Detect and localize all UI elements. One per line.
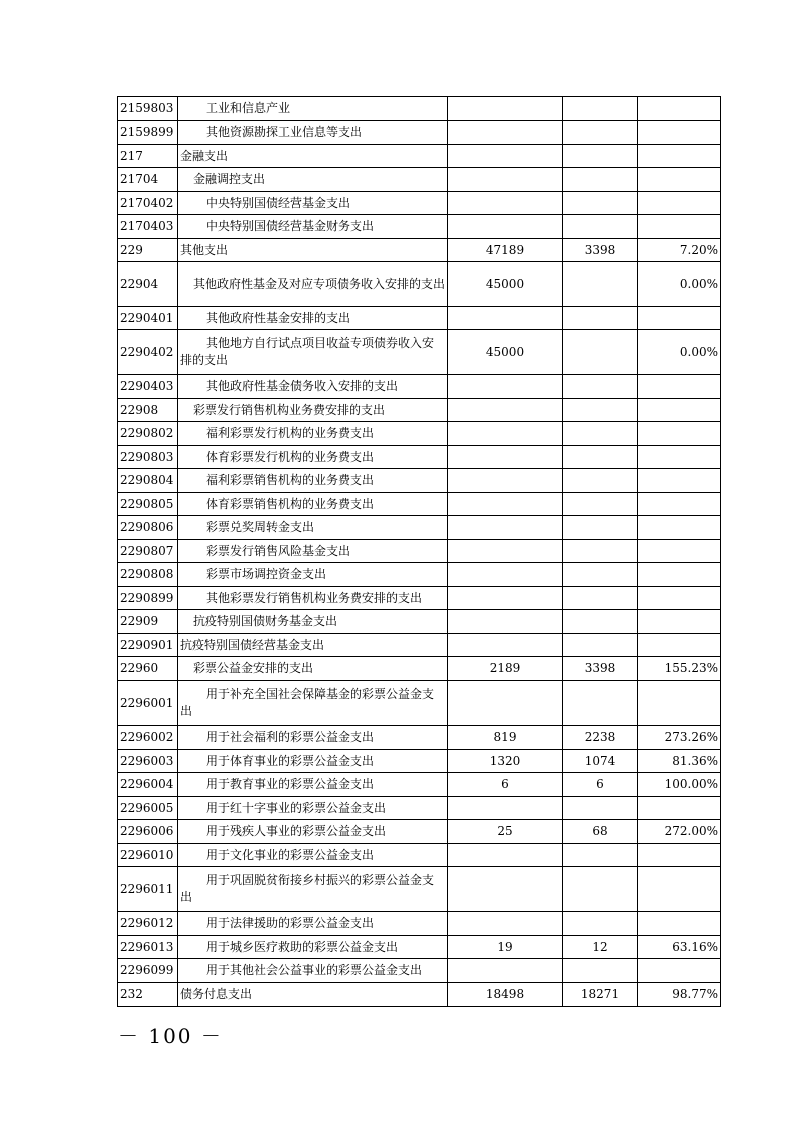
cell-code: 2159899 — [118, 121, 178, 145]
cell-name: 其他资源勘探工业信息等支出 — [178, 121, 448, 145]
cell-actual — [563, 446, 638, 469]
cell-percent: 63.16% — [638, 936, 721, 959]
cell-budget: 47189 — [448, 239, 563, 262]
cell-percent — [638, 587, 721, 610]
cell-code: 2290901 — [118, 634, 178, 657]
cell-code: 2290807 — [118, 540, 178, 563]
table-body — [118, 97, 721, 1007]
cell-percent — [638, 168, 721, 192]
cell-budget: 45000 — [448, 330, 563, 375]
table-row — [118, 610, 721, 634]
cell-name: 彩票兑奖周转金支出 — [178, 516, 448, 540]
cell-budget — [448, 587, 563, 610]
cell-percent: 273.26% — [638, 726, 721, 750]
cell-actual — [563, 867, 638, 912]
cell-budget: 2189 — [448, 657, 563, 681]
cell-percent — [638, 959, 721, 983]
table-row — [118, 469, 721, 493]
cell-code: 22908 — [118, 399, 178, 422]
cell-name: 中央特别国债经营基金支出 — [178, 192, 448, 215]
cell-percent — [638, 516, 721, 540]
cell-name: 用于社会福利的彩票公益金支出 — [178, 726, 448, 750]
cell-budget — [448, 446, 563, 469]
cell-name: 用于体育事业的彩票公益金支出 — [178, 750, 448, 773]
cell-percent — [638, 681, 721, 726]
table-row — [118, 820, 721, 844]
cell-code: 2296010 — [118, 844, 178, 867]
table-row — [118, 726, 721, 750]
cell-code: 229 — [118, 239, 178, 262]
cell-actual — [563, 422, 638, 446]
table-row — [118, 399, 721, 422]
cell-name: 其他政府性基金及对应专项债务收入安排的支出 — [178, 262, 448, 307]
cell-name: 抗疫特别国债经营基金支出 — [178, 634, 448, 657]
cell-budget — [448, 681, 563, 726]
cell-actual — [563, 681, 638, 726]
cell-code: 22909 — [118, 610, 178, 634]
cell-actual — [563, 215, 638, 239]
cell-actual — [563, 587, 638, 610]
table-row — [118, 262, 721, 307]
cell-name: 彩票发行销售风险基金支出 — [178, 540, 448, 563]
cell-budget — [448, 844, 563, 867]
table-row — [118, 446, 721, 469]
cell-percent: 155.23% — [638, 657, 721, 681]
cell-name: 其他彩票发行销售机构业务费安排的支出 — [178, 587, 448, 610]
cell-code: 2290403 — [118, 375, 178, 399]
cell-percent — [638, 192, 721, 215]
table-row — [118, 563, 721, 587]
table-row — [118, 192, 721, 215]
table-row — [118, 121, 721, 145]
table-row — [118, 168, 721, 192]
cell-name: 抗疫特别国债财务基金支出 — [178, 610, 448, 634]
table-row — [118, 307, 721, 330]
cell-actual — [563, 192, 638, 215]
cell-percent: 7.20% — [638, 239, 721, 262]
table-row — [118, 797, 721, 820]
cell-percent — [638, 215, 721, 239]
cell-percent: 98.77% — [638, 983, 721, 1007]
cell-actual — [563, 493, 638, 516]
cell-percent — [638, 121, 721, 145]
cell-code: 2296013 — [118, 936, 178, 959]
cell-name: 体育彩票发行机构的业务费支出 — [178, 446, 448, 469]
cell-percent — [638, 634, 721, 657]
cell-percent: 81.36% — [638, 750, 721, 773]
cell-name: 用于补充全国社会保障基金的彩票公益金支出 — [178, 681, 448, 726]
cell-name: 彩票市场调控资金支出 — [178, 563, 448, 587]
cell-name: 福利彩票发行机构的业务费支出 — [178, 422, 448, 446]
cell-name: 其他政府性基金债务收入安排的支出 — [178, 375, 448, 399]
cell-code: 22960 — [118, 657, 178, 681]
cell-budget — [448, 867, 563, 912]
cell-code: 2296099 — [118, 959, 178, 983]
cell-code: 2290804 — [118, 469, 178, 493]
cell-budget — [448, 540, 563, 563]
cell-percent — [638, 493, 721, 516]
cell-name: 福利彩票销售机构的业务费支出 — [178, 469, 448, 493]
cell-code: 2296002 — [118, 726, 178, 750]
cell-actual — [563, 375, 638, 399]
cell-code: 2290802 — [118, 422, 178, 446]
table-row — [118, 145, 721, 168]
cell-budget — [448, 563, 563, 587]
cell-percent — [638, 422, 721, 446]
cell-budget — [448, 959, 563, 983]
cell-budget — [448, 634, 563, 657]
cell-budget: 819 — [448, 726, 563, 750]
table-row — [118, 867, 721, 912]
cell-budget: 1320 — [448, 750, 563, 773]
cell-actual — [563, 844, 638, 867]
cell-actual — [563, 168, 638, 192]
cell-budget — [448, 493, 563, 516]
cell-percent — [638, 375, 721, 399]
cell-percent — [638, 399, 721, 422]
cell-budget: 6 — [448, 773, 563, 797]
cell-budget — [448, 145, 563, 168]
cell-code: 2159803 — [118, 97, 178, 121]
cell-actual — [563, 540, 638, 563]
cell-code: 2296003 — [118, 750, 178, 773]
cell-budget — [448, 399, 563, 422]
cell-actual: 12 — [563, 936, 638, 959]
cell-actual: 1074 — [563, 750, 638, 773]
table-row — [118, 959, 721, 983]
cell-actual — [563, 399, 638, 422]
cell-percent — [638, 912, 721, 936]
cell-budget — [448, 168, 563, 192]
table-row — [118, 657, 721, 681]
cell-name: 用于红十字事业的彩票公益金支出 — [178, 797, 448, 820]
table-row — [118, 750, 721, 773]
cell-actual — [563, 959, 638, 983]
cell-budget — [448, 422, 563, 446]
cell-actual — [563, 330, 638, 375]
cell-code: 22904 — [118, 262, 178, 307]
table-row — [118, 422, 721, 446]
cell-actual: 68 — [563, 820, 638, 844]
cell-code: 2296006 — [118, 820, 178, 844]
cell-budget — [448, 215, 563, 239]
cell-budget — [448, 192, 563, 215]
cell-budget — [448, 97, 563, 121]
cell-percent — [638, 97, 721, 121]
cell-actual: 6 — [563, 773, 638, 797]
table-row — [118, 97, 721, 121]
cell-actual — [563, 469, 638, 493]
cell-budget — [448, 307, 563, 330]
cell-actual — [563, 797, 638, 820]
cell-name: 其他地方自行试点项目收益专项债券收入安排的支出 — [178, 330, 448, 375]
cell-name: 金融支出 — [178, 145, 448, 168]
cell-actual — [563, 262, 638, 307]
cell-name: 彩票公益金安排的支出 — [178, 657, 448, 681]
cell-budget: 45000 — [448, 262, 563, 307]
cell-actual — [563, 634, 638, 657]
cell-budget — [448, 912, 563, 936]
table-row — [118, 634, 721, 657]
cell-budget — [448, 121, 563, 145]
cell-percent — [638, 844, 721, 867]
cell-percent — [638, 307, 721, 330]
cell-actual — [563, 97, 638, 121]
cell-code: 2290808 — [118, 563, 178, 587]
cell-code: 2290402 — [118, 330, 178, 375]
cell-actual: 3398 — [563, 239, 638, 262]
cell-name: 中央特别国债经营基金财务支出 — [178, 215, 448, 239]
cell-percent — [638, 563, 721, 587]
cell-actual — [563, 516, 638, 540]
cell-code: 2290805 — [118, 493, 178, 516]
cell-actual: 3398 — [563, 657, 638, 681]
cell-code: 2296012 — [118, 912, 178, 936]
cell-actual: 2238 — [563, 726, 638, 750]
table-row — [118, 330, 721, 375]
cell-actual — [563, 145, 638, 168]
cell-budget — [448, 797, 563, 820]
cell-name: 用于文化事业的彩票公益金支出 — [178, 844, 448, 867]
cell-name: 金融调控支出 — [178, 168, 448, 192]
cell-budget — [448, 516, 563, 540]
cell-code: 2290806 — [118, 516, 178, 540]
cell-budget — [448, 375, 563, 399]
cell-percent: 0.00% — [638, 262, 721, 307]
table-row — [118, 587, 721, 610]
cell-code: 2296011 — [118, 867, 178, 912]
page-number: － 100 － — [118, 1024, 223, 1048]
cell-actual — [563, 563, 638, 587]
table-row — [118, 681, 721, 726]
cell-name: 彩票发行销售机构业务费安排的支出 — [178, 399, 448, 422]
cell-code: 232 — [118, 983, 178, 1007]
cell-name: 债务付息支出 — [178, 983, 448, 1007]
expenditure-table — [117, 96, 721, 1007]
table-row — [118, 844, 721, 867]
cell-name: 其他政府性基金安排的支出 — [178, 307, 448, 330]
cell-code: 217 — [118, 145, 178, 168]
table-row — [118, 516, 721, 540]
cell-name: 用于城乡医疗救助的彩票公益金支出 — [178, 936, 448, 959]
cell-code: 2290803 — [118, 446, 178, 469]
table-row — [118, 375, 721, 399]
table-row — [118, 239, 721, 262]
cell-actual — [563, 121, 638, 145]
cell-percent: 272.00% — [638, 820, 721, 844]
cell-percent: 0.00% — [638, 330, 721, 375]
cell-name: 用于教育事业的彩票公益金支出 — [178, 773, 448, 797]
cell-budget: 25 — [448, 820, 563, 844]
cell-percent — [638, 145, 721, 168]
table-row — [118, 773, 721, 797]
cell-budget: 18498 — [448, 983, 563, 1007]
table-row — [118, 493, 721, 516]
cell-name: 用于其他社会公益事业的彩票公益金支出 — [178, 959, 448, 983]
cell-percent — [638, 540, 721, 563]
cell-name: 工业和信息产业 — [178, 97, 448, 121]
table-row — [118, 215, 721, 239]
cell-actual — [563, 912, 638, 936]
cell-name: 用于巩固脱贫衔接乡村振兴的彩票公益金支出 — [178, 867, 448, 912]
cell-code: 2290899 — [118, 587, 178, 610]
cell-code: 21704 — [118, 168, 178, 192]
cell-percent — [638, 610, 721, 634]
cell-budget — [448, 469, 563, 493]
table-row — [118, 912, 721, 936]
cell-code: 2296001 — [118, 681, 178, 726]
cell-code: 2296005 — [118, 797, 178, 820]
cell-name: 其他支出 — [178, 239, 448, 262]
cell-code: 2170403 — [118, 215, 178, 239]
cell-percent — [638, 867, 721, 912]
cell-budget — [448, 610, 563, 634]
cell-name: 用于法律援助的彩票公益金支出 — [178, 912, 448, 936]
cell-percent — [638, 469, 721, 493]
cell-actual — [563, 307, 638, 330]
cell-percent — [638, 797, 721, 820]
cell-code: 2170402 — [118, 192, 178, 215]
table-row — [118, 983, 721, 1007]
cell-actual: 18271 — [563, 983, 638, 1007]
cell-budget: 19 — [448, 936, 563, 959]
cell-percent — [638, 446, 721, 469]
cell-name: 体育彩票销售机构的业务费支出 — [178, 493, 448, 516]
cell-code: 2290401 — [118, 307, 178, 330]
table-row — [118, 936, 721, 959]
cell-code: 2296004 — [118, 773, 178, 797]
cell-name: 用于残疾人事业的彩票公益金支出 — [178, 820, 448, 844]
table-row — [118, 540, 721, 563]
cell-percent: 100.00% — [638, 773, 721, 797]
cell-actual — [563, 610, 638, 634]
